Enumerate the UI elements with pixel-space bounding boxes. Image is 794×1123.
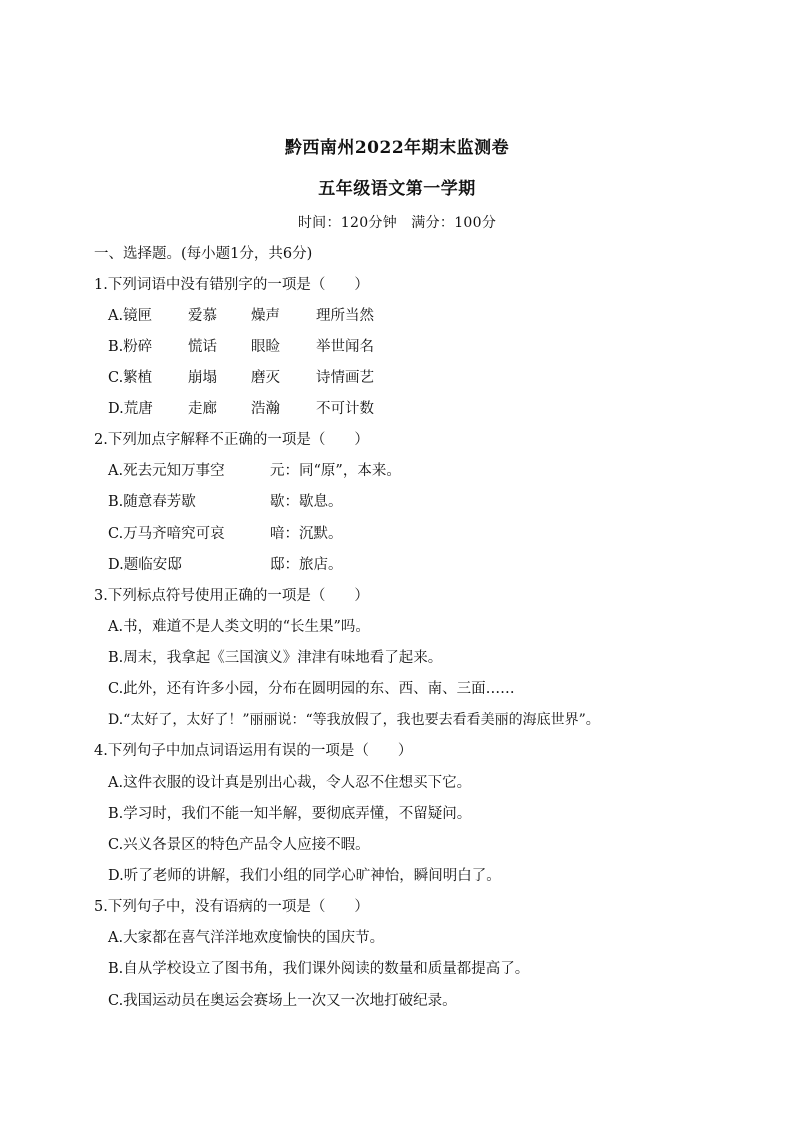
option-cell: 喑：沉默。: [270, 526, 343, 542]
exam-subtitle: 五年级语文第一学期: [318, 179, 476, 199]
option-cell: 眼睑: [251, 339, 280, 355]
option-cell: A.镜匣: [108, 308, 153, 324]
option-cell: 元：同“原”，本来。: [270, 463, 401, 479]
question-3-option-b: B.周末，我拿起《三国演义》津津有味地看了起来。: [108, 650, 443, 666]
option-cell: D.荒唐: [108, 401, 153, 417]
option-cell: 爱慕: [188, 308, 217, 324]
question-1-option-b: [108, 337, 374, 357]
question-5-stem: 5.下列句子中，没有语病的一项是（ ）: [94, 899, 369, 915]
question-4-option-b: B.学习时，我们不能一知半解，要彻底弄懂，不留疑问。: [108, 806, 472, 822]
option-cell: 邸：旅店。: [270, 557, 343, 573]
option-cell: C.繁植: [108, 370, 153, 386]
option-cell: 诗情画艺: [316, 370, 374, 386]
question-4-stem: 4.下列句子中加点词语运用有误的一项是（ ）: [94, 743, 413, 759]
question-4-option-c: C.兴义各景区的特色产品令人应接不暇。: [108, 837, 370, 853]
option-cell: B.粉碎: [108, 339, 153, 355]
section-heading: 一、选择题。(每小题1分，共6分): [94, 246, 313, 262]
exam-title: 黔西南州2022年期末监测卷: [284, 138, 510, 158]
question-4-option-d: D.听了老师的讲解，我们小组的同学心旷神怡，瞬间明白了。: [108, 868, 501, 884]
option-cell: B.随意春芳歇: [108, 494, 196, 510]
question-1-option-a: [108, 306, 374, 326]
option-cell: 理所当然: [316, 308, 374, 324]
question-5-option-c: C.我国运动员在奥运会赛场上一次又一次地打破纪录。: [108, 993, 457, 1009]
question-5-option-a: A.大家都在喜气洋洋地欢度愉快的国庆节。: [108, 930, 385, 946]
option-cell: 举世闻名: [316, 339, 374, 355]
exam-time-score: 时间：120分钟 满分：100分: [297, 215, 497, 231]
question-4-option-a: A.这件衣服的设计真是别出心裁，令人忍不住想买下它。: [108, 775, 472, 791]
question-2-option-d: [108, 555, 343, 575]
option-cell: D.题临安邸: [108, 557, 182, 573]
question-2-stem: 2.下列加点字解释不正确的一项是（ ）: [94, 432, 369, 448]
option-cell: 浩瀚: [251, 401, 280, 417]
option-cell: A.死去元知万事空: [108, 463, 225, 479]
option-cell: 燥声: [251, 308, 280, 324]
option-cell: C.万马齐喑究可哀: [108, 526, 225, 542]
question-5-option-b: B.自从学校设立了图书角，我们课外阅读的数量和质量都提高了。: [108, 961, 530, 977]
question-2-option-c: [108, 524, 343, 544]
question-1-option-c: [108, 368, 374, 388]
question-3-option-c: C.此外，还有许多小园，分布在圆明园的东、西、南、三面……: [108, 681, 515, 697]
question-1-option-d: [108, 399, 374, 419]
question-3-option-a: A.书，难道不是人类文明的“长生果”吗。: [108, 619, 370, 635]
question-3-stem: 3.下列标点符号使用正确的一项是（ ）: [94, 588, 369, 604]
question-3-option-d: D.“太好了，太好了！”丽丽说：“等我放假了，我也要去看看美丽的海底世界”。: [108, 712, 600, 728]
option-cell: 歇：歇息。: [270, 494, 343, 510]
option-cell: 崩塌: [188, 370, 217, 386]
option-cell: 慌话: [188, 339, 217, 355]
question-2-option-b: [108, 492, 343, 512]
question-1-stem: 1.下列词语中没有错别字的一项是（ ）: [94, 277, 369, 293]
question-2-option-a: [108, 461, 401, 481]
option-cell: 不可计数: [316, 401, 374, 417]
option-cell: 磨灭: [251, 370, 280, 386]
option-cell: 走廊: [188, 401, 217, 417]
